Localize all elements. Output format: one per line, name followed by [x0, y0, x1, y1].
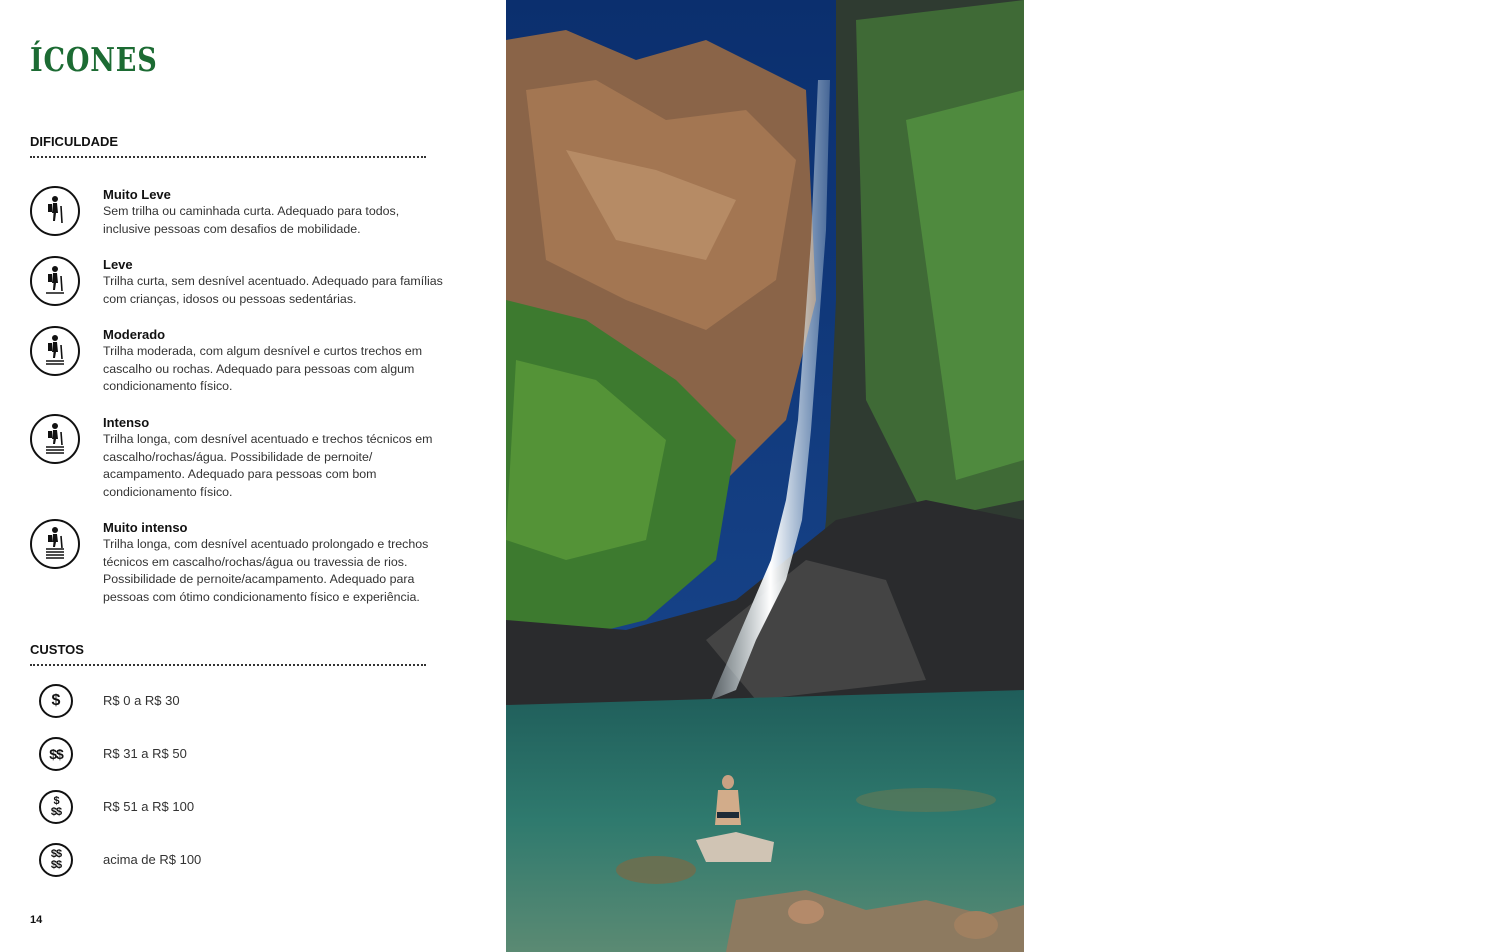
- difficulty-name: Muito intenso: [103, 520, 188, 535]
- dollar-icon: [39, 684, 73, 718]
- page-number: 14: [30, 914, 43, 926]
- cost-item-1: [39, 684, 439, 720]
- dollar-symbol: $$: [50, 859, 62, 871]
- triple-dollar-icon: [39, 790, 73, 824]
- dollar-symbol: $: [53, 795, 59, 807]
- cost-item-3: [39, 790, 439, 826]
- hiker-level-2-icon: [30, 256, 80, 306]
- cost-item-2: [39, 737, 439, 773]
- cost-label: R$ 31 a R$ 50: [103, 746, 187, 761]
- difficulty-description: Trilha curta, sem desnível acentuado. Adequado para famílias com crianças, idosos ou pessoas sedentárias.: [103, 274, 443, 306]
- waterfall-illustration: [506, 0, 1024, 952]
- quadruple-dollar-icon: [39, 843, 73, 877]
- hiker-level-1-icon: [30, 186, 80, 236]
- difficulty-description: Trilha longa, com desnível acentuado prolongado e trechos técnicos em cascalho/rochas/água ou travessia de rios. Possibilidade de pernoite/acampamento. Adequado para pessoas com ótimo condicionamento físico e experiência.: [103, 537, 429, 604]
- waterfall-photo: [506, 0, 1489, 952]
- difficulty-description: Trilha longa, com desnível acentuado e trechos técnicos em cascalho/rochas/água. Possibilidade de pernoite/ acampamento. Adequado para pessoas com bom condicionamento físico.: [103, 432, 433, 499]
- cost-label: acima de R$ 100: [103, 852, 202, 867]
- difficulty-name: Moderado: [103, 327, 166, 342]
- costs-divider: [30, 664, 426, 666]
- difficulty-description: Sem trilha ou caminhada curta. Adequado para todos, inclusive pessoas com desafios de mobilidade.: [103, 204, 400, 236]
- difficulty-name: Muito Leve: [103, 187, 171, 202]
- double-dollar-icon: [39, 737, 73, 771]
- cost-label: R$ 51 a R$ 100: [103, 799, 195, 814]
- costs-heading: CUSTOS: [30, 642, 84, 657]
- cost-item-4: [39, 843, 439, 879]
- page-title: ÍCONES: [30, 40, 158, 79]
- cost-label: R$ 0 a R$ 30: [103, 693, 180, 708]
- dollar-symbol: $: [51, 692, 61, 709]
- difficulty-heading: DIFICULDADE: [30, 134, 119, 149]
- hiker-level-4-icon: [30, 414, 80, 464]
- dollar-symbol: $$: [49, 746, 63, 762]
- dollar-symbol: $$: [50, 806, 62, 818]
- difficulty-description: Trilha moderada, com algum desnível e curtos trechos em cascalho ou rochas. Adequado para pessoas com algum condicionamento físico.: [103, 344, 423, 393]
- difficulty-name: Intenso: [103, 415, 150, 430]
- hiker-level-5-icon: [30, 519, 80, 569]
- hiker-level-3-icon: [30, 326, 80, 376]
- caption-line-1: Cachoeira: [1443, 862, 1489, 873]
- photo-caption: [1426, 861, 1506, 887]
- dollar-symbol: $$: [50, 848, 62, 860]
- left-page: [0, 0, 506, 952]
- difficulty-divider: [30, 156, 426, 158]
- difficulty-name: Leve: [103, 257, 133, 272]
- caption-line-2: do Catoá.: [1444, 875, 1488, 886]
